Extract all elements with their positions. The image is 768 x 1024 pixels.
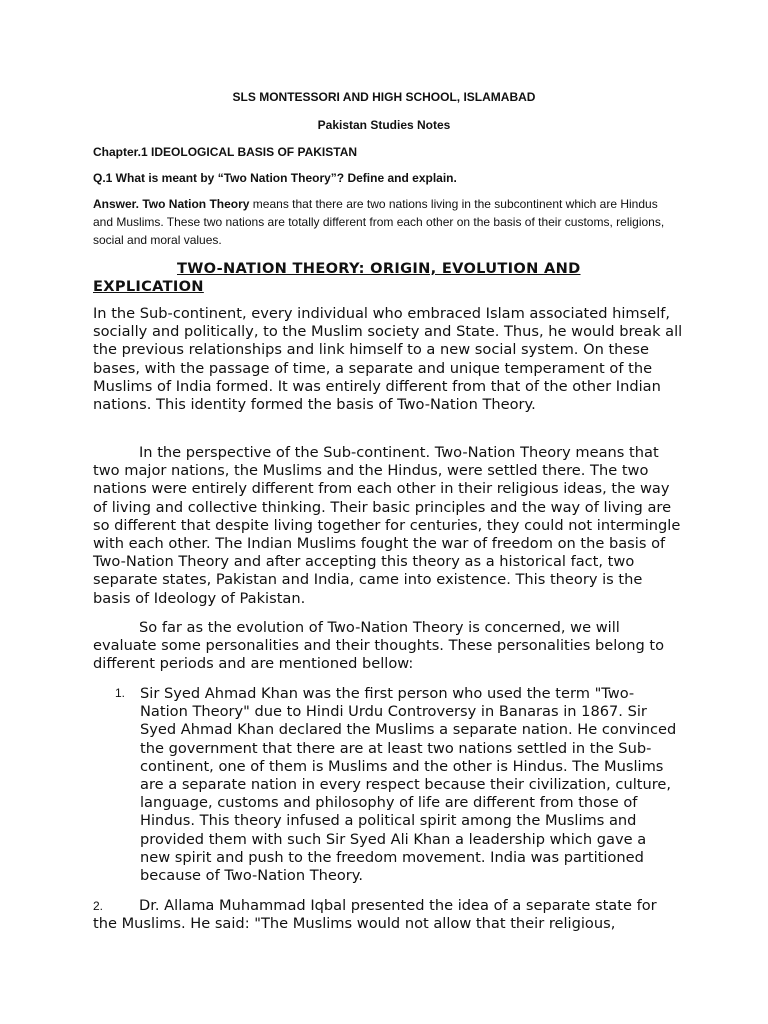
answer-text: means that there are two nations living in the subcontinent which are Hindus and Muslims. These two nations are totally different from each other on the basis of their customs, religions, social and moral values.	[93, 197, 665, 247]
list-item-number: 2.	[93, 899, 104, 913]
question-heading: Q.1 What is meant by “Two Nation Theory”? Define and explain.	[93, 171, 457, 185]
answer-paragraph	[93, 195, 673, 249]
paragraph-perspective	[93, 444, 683, 608]
list-item	[93, 897, 683, 933]
answer-label: Answer. Two Nation Theory	[93, 197, 250, 211]
paragraph-evolution	[93, 619, 683, 674]
list-item-text: Sir Syed Ahmad Khan was the first person who used the term "Two-Nation Theory" due to Hindi Urdu Controversy in Banaras in 1867. Sir Syed Ahmad Khan declared the Muslims a separate nation. He convinced the government that there are at least two nations settled in the Sub-continent, one of them is Muslims and the other is Hindus. The Muslims are a separate nation in every respect because their civilization, culture, language, customs and philosophy of life are different from those of Hindus. This theory infused a political spirit among the Muslims and provided them with such Sir Syed Ali Khan a leadership which gave a new spirit and push to the freedom movement. India was partitioned because of Two-Nation Theory.	[140, 685, 677, 885]
section-heading-text: TWO-NATION THEORY: ORIGIN, EVOLUTION AND EXPLICATION	[93, 260, 581, 295]
chapter-title: Chapter.1 IDEOLOGICAL BASIS OF PAKISTAN	[93, 145, 358, 159]
paragraph-evolution-text: So far as the evolution of Two-Nation Theory is concerned, we will evaluate some personalities and their thoughts. These personalities belong to different periods and are mentioned bellow:	[93, 619, 665, 673]
notes-title: Pakistan Studies Notes	[317, 118, 451, 132]
section-heading	[93, 260, 683, 296]
school-name: SLS MONTESSORI AND HIGH SCHOOL, ISLAMABAD	[232, 90, 536, 104]
paragraph-perspective-text: In the perspective of the Sub-continent. Two-Nation Theory means that two major nations, the Muslims and the Hindus, were settled there. The two nations were entirely different from each other in their religious ideas, the way of living and collective thinking. Their basic principles and the way of living are so different that despite living together for centuries, they could not intermingle with each other. The Indian Muslims fought the war of freedom on the basis of Two-Nation Theory and after accepting this theory as a historical fact, two separate states, Pakistan and India, came into existence. This theory is the basis of Ideology of Pakistan.	[93, 444, 681, 607]
list-item-number: 1.	[115, 686, 126, 700]
paragraph-origin: In the Sub-continent, every individual who embraced Islam associated himself, socially and politically, to the Muslim society and State. Thus, he would break all the previous relationships and link himself to a new social system. On these bases, with the passage of time, a separate and unique temperament of the Muslims of India formed. It was entirely different from that of the other Indian nations. This identity formed the basis of Two-Nation Theory.	[93, 305, 683, 414]
list-item-text: Dr. Allama Muhammad Iqbal presented the idea of a separate state for the Muslims. He said: "The Muslims would not allow that their religious,	[93, 897, 657, 933]
